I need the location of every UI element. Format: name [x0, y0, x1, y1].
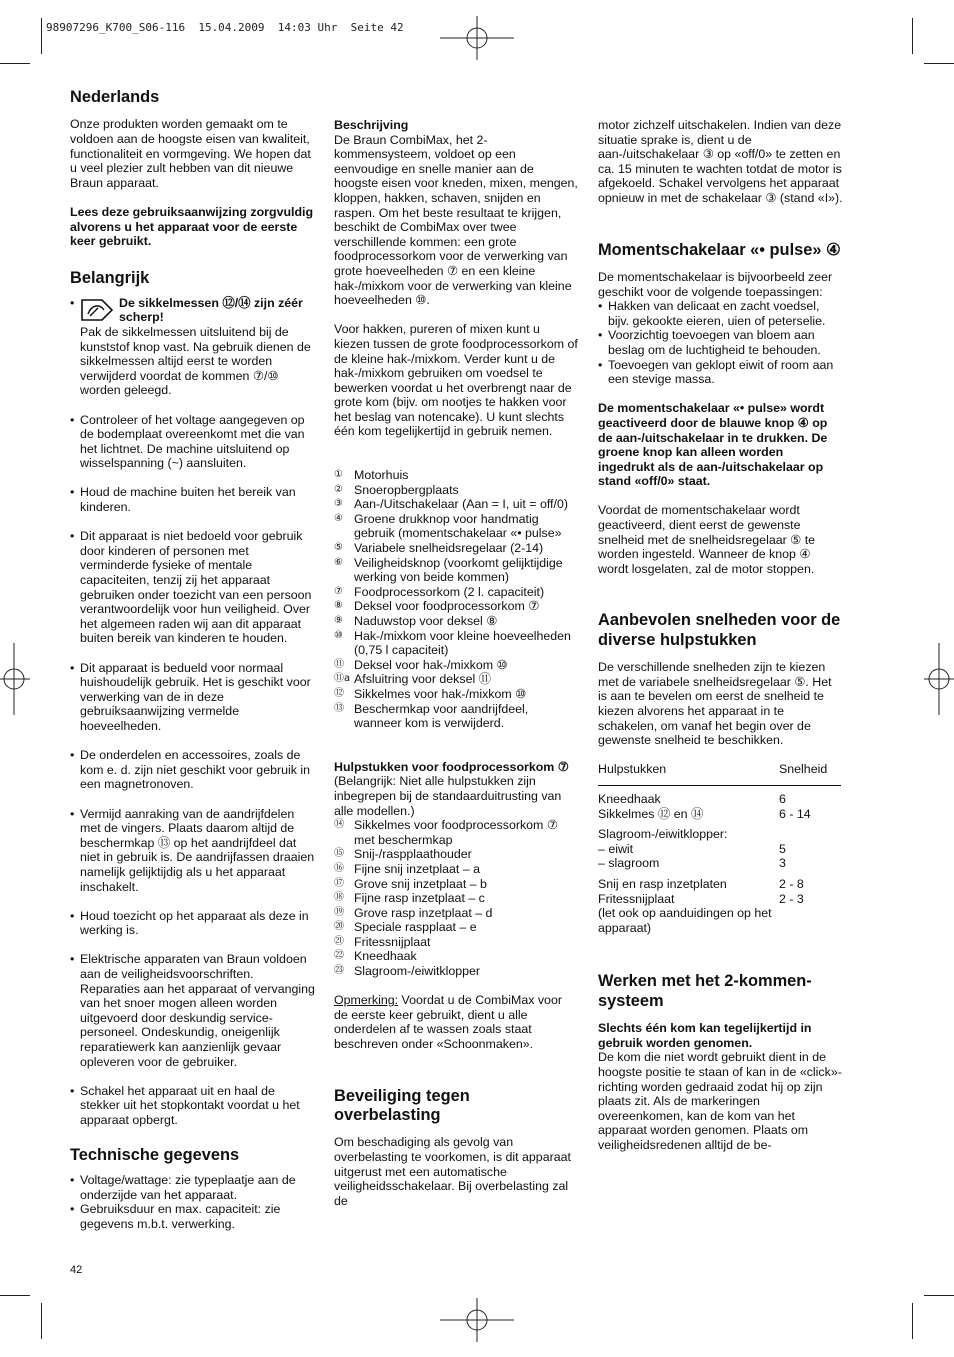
item-number: ㉑	[334, 935, 344, 947]
column-2	[334, 118, 579, 1208]
description-text: De Braun CombiMax, het 2-kommensysteem, voldoet op een eenvoudige en snelle manier aan de hoogste eisen voor kneden, mixen, mengen, kloppen, hakken, schaven, snijden en raspen. Om het beste resultaat te krijgen, beschikt de CombiMax over twee verschillende kommen: een grote foodprocessorkom voor de verwerking van grote hoeveelheden ⑦ en een kleine hak-/mixkom voor de verwerking van kleine hoeveelheden ⑩.	[334, 132, 578, 308]
numbered-item	[334, 847, 579, 862]
item-text: Afsluitring voor deksel ⑪	[354, 672, 492, 687]
bullet-item: • Toevoegen van geklopt eiwit of room aan een stevige massa.	[598, 358, 843, 387]
speed-row	[598, 906, 841, 935]
two-bowl-heading: Werken met het 2-kommen-systeem	[598, 972, 812, 1010]
item-text: Sikkelmes voor hak-/mixkom ⑩	[354, 686, 527, 701]
item-text: Fritessnijplaat	[354, 934, 431, 949]
bullet-item: • Gebruiksduur en max. capaciteit: zie gegevens m.b.t. verwerking.	[70, 1202, 315, 1231]
numbered-item	[334, 599, 579, 614]
numbered-item	[334, 818, 579, 847]
page-number: 42	[70, 1264, 83, 1276]
bullet-item: • Schakel het apparaat uit en haal de stekker uit het stopkontakt voordat u het apparaat opbergt.	[70, 1084, 315, 1128]
numbered-item	[334, 702, 579, 731]
item-number: ⑧	[334, 600, 343, 612]
speed-row	[598, 892, 841, 907]
numbered-item	[334, 614, 579, 629]
item-number: ⑤	[334, 542, 343, 554]
numbered-item	[334, 512, 579, 541]
item-text: Sikkelmes voor foodprocessorkom ⑦ met beschermkap	[354, 818, 558, 847]
item-text: Speciale raspplaat – e	[354, 920, 477, 935]
registration-mark-icon	[924, 643, 954, 715]
bullet: •	[70, 295, 75, 310]
speed-value: 3	[779, 856, 786, 871]
numbered-item	[334, 541, 579, 556]
item-text: Deksel voor foodprocessorkom ⑦	[354, 599, 540, 614]
item-text: Aan-/Uitschakelaar (Aan = I, uit = off/0)	[354, 497, 568, 512]
item-number: ①	[334, 469, 343, 481]
item-number: ⑱	[334, 892, 344, 904]
item-text: Beschermkap voor aandrijfdeel, wanneer kom is verwijderd.	[354, 701, 529, 731]
two-bowl-text: De kom die niet wordt gebruikt dient in de hoogste positie te staan of kan in de «click»-richting worden gedraaid zodat hij op zijn plaats zit. Als de markeringen overeenkomen, kan de kom van het apparaat worden genomen. Plaats om veiligheidsredenen alltijd de be-	[598, 1050, 842, 1152]
speed-value: 2 - 3	[779, 891, 804, 906]
speed-tool: Kneedhaak	[598, 792, 661, 806]
crop-mark	[912, 1303, 913, 1339]
item-number: ⑪	[334, 658, 344, 670]
pulse-intro: De momentschakelaar is bijvoorbeeld zeer geschikt voor de volgende toepassingen:	[598, 269, 833, 299]
bullet-item: • De onderdelen en accessoires, zoals de kom e. d. zijn niet geschikt voor gebruik in een magnetronoven.	[70, 748, 315, 792]
item-number: ⑬	[334, 702, 344, 714]
numbered-item	[334, 672, 579, 687]
speed-row	[598, 807, 841, 822]
numbered-item	[334, 497, 579, 512]
continued-text: motor zichzelf uitschakelen. Indien van deze situatie sprake is, dient u de aan-/uitschakelaar ③ op «off/0» te zetten en ca. 15 minuten te wachten totdat de motor is afgekoeld. Schakel vervolgens het apparaat opnieuw in met de schakelaar ③ (stand «I»).	[598, 118, 843, 205]
item-number: ⑦	[334, 585, 343, 597]
item-number: ⑥	[334, 556, 343, 568]
crop-mark	[912, 18, 913, 54]
bullet-item: • Houd toezicht op het apparaat als deze in werking is.	[70, 909, 315, 938]
bullet-item: • Houd de machine buiten het bereik van kinderen.	[70, 485, 315, 514]
item-text: Motorhuis	[354, 468, 409, 483]
numbered-item	[334, 556, 579, 585]
important-heading: Belangrijk	[70, 269, 150, 288]
sharp-blade-warning-icon	[80, 296, 114, 324]
item-text: Groene drukknop voor handmatig gebruik (momentschakelaar «• pulse»	[354, 511, 562, 541]
pulse-bullet-list	[598, 299, 843, 387]
item-text: Veiligheidsknop (voorkomt gelijktijdige werking von beide kommen)	[354, 555, 563, 585]
language-title: Nederlands	[70, 88, 160, 106]
speed-row	[598, 877, 841, 892]
item-number: ④	[334, 512, 343, 524]
two-bowl-bold-text: Slechts één kom kan tegelijkertijd in gebruik worden genomen.	[598, 1021, 812, 1050]
item-text: Grove snij inzetplaat – b	[354, 876, 487, 891]
bullet-item: • Elektrische apparaten van Braun voldoen aan de veiligheidsvoorschriften. Reparaties aan het apparaat of vervanging van het snoer mogen alleen worden uitgevoerd door deskundig service-personeel. Ondeskundig, oneigenlijk reparatiewerk kan aanzienlijk gevaar opleveren voor de gebruiker.	[70, 952, 315, 1069]
item-number: ㉓	[334, 965, 344, 977]
speed-value: 6	[779, 792, 786, 806]
warning-title: De sikkelmessen ⑫/⑭ zijn zéér scherp!	[119, 295, 303, 325]
parts-list	[334, 468, 579, 731]
bullet-item: • Dit apparaat is niet bedoeld voor gebruik door kinderen of personen met verminderde fysieke of mentale capaciteiten, tenzij zij het apparaat gebruiken onder toezicht van een persoon verantwoordelijk voor hun veiligheid. Over het algemeen raden wij aan dit apparaat buiten bereik van kinderen te houden.	[70, 529, 315, 646]
bullet-item: • Voorzichtig toevoegen van bloem aan beslag om de luchtigheid te behouden.	[598, 328, 843, 357]
numbered-item	[334, 920, 579, 935]
numbered-item	[334, 964, 579, 979]
numbered-item	[334, 483, 579, 498]
remark	[334, 993, 579, 1051]
numbered-item	[334, 862, 579, 877]
tech-bullet-list	[70, 1173, 315, 1231]
accessories-heading: Hulpstukken voor foodprocessorkom ⑦	[334, 759, 569, 774]
item-text: Fijne rasp inzetplaat – c	[354, 891, 485, 906]
speed-row	[598, 827, 841, 842]
numbered-item	[334, 658, 579, 673]
registration-mark-icon	[0, 643, 30, 715]
numbered-item	[334, 891, 579, 906]
safety-bullet-list	[70, 398, 315, 1128]
numbered-item	[334, 906, 579, 921]
item-number: ⑯	[334, 862, 344, 874]
crop-mark	[0, 63, 30, 64]
numbered-item	[334, 935, 579, 950]
crop-mark	[0, 1295, 30, 1296]
speed-row	[598, 856, 841, 871]
remark-label: Opmerking:	[334, 993, 399, 1008]
item-text: Variabele snelheidsregelaar (2-14)	[354, 541, 544, 556]
crop-mark	[41, 18, 42, 54]
speed-tool: (let ook op aanduidingen op het apparaat)	[598, 906, 772, 935]
item-text: Fijne snij inzetplaat – a	[354, 861, 481, 876]
crop-mark	[924, 63, 954, 64]
speed-tool: Fritessnijplaat	[598, 891, 675, 906]
item-number: ⑩	[334, 629, 343, 641]
accessories-note: (Belangrijk: Niet alle hulpstukken zijn inbegrepen bij de standaarduitrusting van alle modellen.)	[334, 774, 562, 818]
item-text: Foodprocessorkom (2 l. capaciteit)	[354, 584, 545, 599]
intro-text: Onze produkten worden gemaakt om te voldoen aan de hoogste eisen van kwaliteit, functionaliteit en vormgeving. We hopen dat u veel plezier zult hebben van dit nieuwe Braun apparaat.	[70, 117, 311, 190]
item-number: ⑲	[334, 906, 344, 918]
print-header: 98907296_K700_S06-116 15.04.2009 14:03 Uhr Seite 42	[46, 21, 404, 34]
item-text: Slagroom-/eiwitklopper	[354, 964, 481, 979]
column-1	[70, 88, 315, 1231]
item-number: ③	[334, 498, 343, 510]
item-number: ⑰	[334, 877, 344, 889]
item-text: Snij-/raspplaathouder	[354, 847, 472, 862]
overload-heading: Beveiliging tegen overbelasting	[334, 1086, 470, 1125]
header-speed: Snelheid	[779, 762, 841, 785]
speed-tool: Snij en rasp inzetplaten	[598, 876, 727, 891]
bullet-item: • Vermijd aanraking van de aandrijfdelen met de vingers. Plaats daarom altijd de beschermkap ⑬ op het aandrijfdeel dat niet in gebruik is. De aandrijfassen draaien namelijk gelijktijdig als u het apparaat inschakelt.	[70, 807, 315, 895]
item-text: Grove rasp inzetplaat – d	[354, 905, 493, 920]
pulse-heading: Momentschakelaar «• pulse» ④	[598, 240, 841, 259]
item-text: Naduwstop voor deksel ⑧	[354, 614, 498, 628]
speed-value: 5	[779, 841, 786, 856]
numbered-item	[334, 877, 579, 892]
accessories-list	[334, 818, 579, 979]
bullet-item: • Controleer of het voltage aangegeven op de bodemplaat overeenkomt met die van het lichtnet. De machine uitsluitend op wisselspanning (~) aansluiten.	[70, 413, 315, 471]
crop-mark	[924, 1295, 954, 1296]
numbered-item	[334, 629, 579, 658]
item-number: ㉒	[334, 950, 344, 962]
bullet-item: • Voltage/wattage: zie typeplaatje aan de onderzijde van het apparaat.	[70, 1173, 315, 1202]
remark-text: Voordat u de CombiMax voor de eerste keer gebruikt, dient u alle onderdelen af te wassen zoals staat beschreven onder «Schoonmaken».	[334, 993, 562, 1052]
warning-text: Pak de sikkelmessen uitsluitend bij de kunststof knop vast. Na gebruik dienen de sikkelmessen altijd eerst te worden verwijderd voordat de kommen ⑦/⑩ worden geleegd.	[80, 324, 311, 398]
bullet-item: • Hakken van delicaat en zacht voedsel, bijv. gekookte eieren, uien of peterselie.	[598, 299, 843, 328]
item-number: ⑮	[334, 848, 344, 860]
speed-value: 2 - 8	[779, 876, 804, 891]
speeds-heading: Aanbevolen snelheden voor de diverse hulpstukken	[598, 611, 841, 649]
crop-mark	[41, 1303, 42, 1339]
item-number: ⑳	[334, 921, 344, 933]
header-tool: Hulpstukken	[598, 762, 779, 785]
column-3	[598, 118, 843, 1153]
bullet-item: • Dit apparaat is bedueld voor normaal huishoudelijk gebruik. Het is geschikt voor verwerking van de in deze gebruiksaanwijzing vermelde hoeveelheden.	[70, 661, 315, 734]
item-number: ⑪a	[334, 673, 351, 685]
speed-tool: – slagroom	[598, 856, 660, 871]
speed-table-header	[598, 762, 841, 785]
warning-block	[70, 296, 315, 398]
description-heading: Beschrijving	[334, 118, 409, 132]
item-text: Kneedhaak	[354, 949, 417, 964]
speed-value	[779, 906, 841, 935]
speed-row	[598, 792, 841, 807]
tech-heading: Technische gegevens	[70, 1145, 240, 1164]
intro-bold-text: Lees deze gebruiksaanwijzing zorgvuldig alvorens u het apparaat voor de eerste keer gebruikt.	[70, 204, 314, 249]
numbered-item	[334, 687, 579, 702]
item-text: Hak-/mixkom voor kleine hoeveelheden (0,75 l capaciteit)	[354, 628, 571, 658]
pulse-bold-text: De momentschakelaar «• pulse» wordt geactiveerd door de blauwe knop ④ op de aan-/uitschakelaar in te drukken. De groene knop kan alleen worden ingedrukt als de aan-/uitschakelaar op stand «off/0» staat.	[598, 401, 828, 489]
speed-value	[779, 827, 841, 842]
pulse-text: Voordat de momentschakelaar wordt geactiveerd, dient eerst de gewenste snelheid met de snelheidsregelaar ⑤ te worden ingesteld. Wanneer de knop ④ wordt losgelaten, zal de motor stoppen.	[598, 503, 816, 576]
speed-tool: Sikkelmes ⑫ en ⑭	[598, 806, 704, 821]
speeds-text: De verschillende snelheden zijn te kiezen met de variabele snelheidsregelaar ⑤. Het is aan te bevelen om eerst de snelheid te kiezen alvorens het apparaat in te schakelen, om vanaf het begin over de gewenste snelheid te beschikken.	[598, 660, 832, 748]
speed-value: 6 - 14	[779, 806, 811, 821]
item-text: Deksel voor hak-/mixkom ⑩	[354, 657, 508, 672]
item-text: Snoeropbergplaats	[354, 482, 459, 497]
numbered-item	[334, 585, 579, 600]
registration-mark-icon	[440, 1298, 514, 1342]
item-number: ⑨	[334, 615, 343, 626]
speed-tool: – eiwit	[598, 841, 634, 856]
item-number: ⑫	[334, 687, 344, 699]
overload-text: Om beschadiging als gevolg van overbelasting te voorkomen, is dit apparaat uitgerust met een automatische veiligheidsschakelaar. Bij overbelasting zal de	[334, 1135, 571, 1208]
numbered-item	[334, 468, 579, 483]
speed-row	[598, 842, 841, 857]
speed-table	[598, 762, 841, 935]
description-text-2: Voor hakken, pureren of mixen kunt u kiezen tussen de grote foodprocessorkom of de kleine hak-/mixkom. Verder kunt u de hak-/mixkom gebruiken om voedsel te bewerken voordat u het overbrengt naar de grote kom (bijv. om nootjes te hakken voor het beslag van notencake). U kunt slechts één kom tegelijkertijd in gebruik nemen.	[334, 322, 578, 439]
item-number: ⑭	[334, 819, 344, 831]
item-number: ②	[334, 483, 343, 495]
registration-mark-icon	[440, 16, 514, 60]
numbered-item	[334, 949, 579, 964]
speed-tool: Slagroom-/eiwitklopper:	[598, 827, 728, 842]
